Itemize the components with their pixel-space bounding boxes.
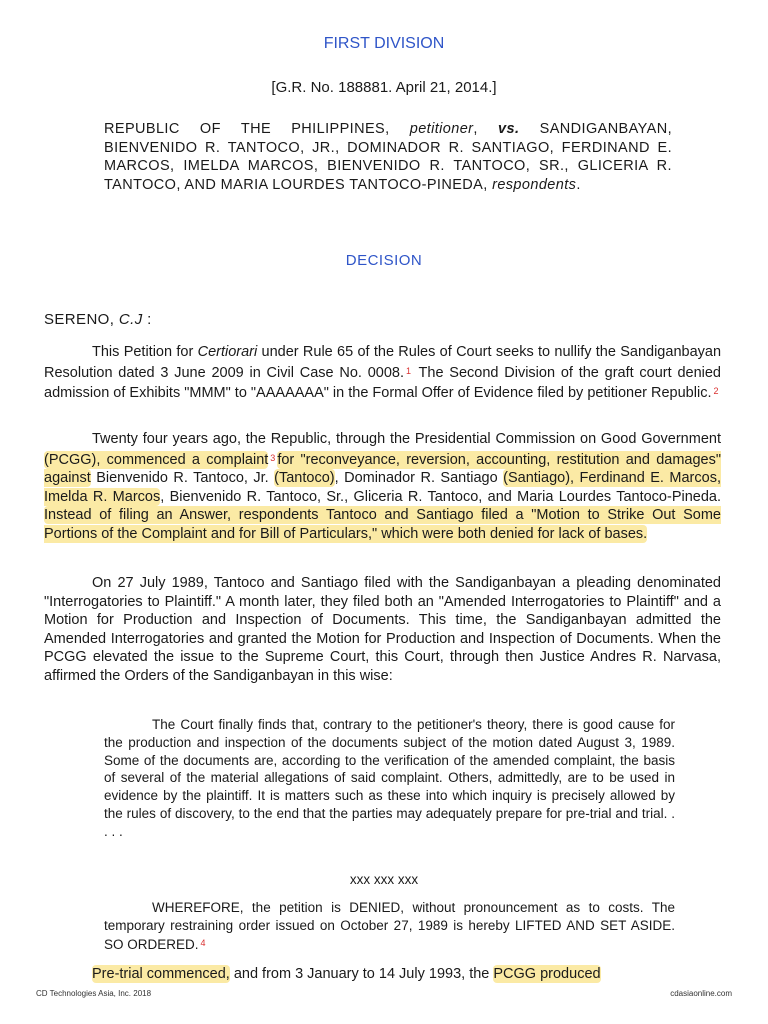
respondent-role: respondents: [492, 176, 577, 193]
p1-certiorari: Certiorari: [197, 344, 258, 360]
p1-text-a: This Petition for: [92, 344, 198, 360]
petitioner-role: petitioner: [409, 121, 474, 137]
p2-highlight-5: Instead of filing an Answer, respondents Tantoco and Santiago filed a "Motion to Strike Out Some Portions of the Complaint and for Bill of Particulars," which were both denied for lack of bases.: [44, 507, 721, 542]
decision-title: DECISION: [345, 252, 423, 269]
p2-highlight-1: (PCGG), commenced a complaint: [44, 451, 269, 468]
quote-2: [104, 899, 675, 953]
ponente-title: C.J: [118, 311, 143, 328]
quote-1: The Court finally finds that, contrary to the petitioner's theory, there is good cause for the production and inspection of the documents subject of the motion dated August 3, 1989. Some of the documents are, according to the verification of the amended complaint, the basis of several of the material allegations of said complaint. Others, admittedly, are to be used in evidence by the plaintiff. It is matters such as these into which inquiry is precisely allowed by the rules of discovery, to the end that the parties may adequately prepare for pre-trial and trial. . . . .: [104, 717, 675, 839]
footnote-link-2[interactable]: 2: [713, 386, 719, 396]
p1-text-d: The Second Division of the graft court denied admission of Exhibits "MMM" to "AAAAAAA" in the Formal Offer of Evidence filed by petitioner Republic.: [44, 364, 721, 401]
p2-text-d: , Bienvenido R. Tantoco, Sr., Gliceria R. Tantoco, and Maria Lourdes Tantoco-Pineda.: [160, 488, 721, 505]
p2-highlight-2: for "reconveyance, reversion, accounting, restitution and damages" against: [44, 451, 721, 486]
paragraph-4: [44, 965, 721, 984]
p2-highlight-3: (Tantoco): [274, 470, 335, 486]
p2-highlight-4: (Santiago), Ferdinand E. Marcos, Imelda R. Marcos: [44, 470, 721, 505]
paragraph-1: [44, 343, 721, 403]
respondent-names: SANDIGANBAYAN, BIENVENIDO R. TANTOCO, JR., DOMINADOR R. SANTIAGO, FERDINAND E. MARCOS, IMELDA MARCOS, BIENVENIDO R. TANTOCO, SR., GLICERIA R. TANTOCO, AND MARIA LOURDES TANTOCO-PINEDA,: [104, 121, 672, 193]
parties-block: REPUBLIC OF THE PHILIPPINES, petitioner, vs. SANDIGANBAYAN, BIENVENIDO R. TANTOCO, JR., DOMINADOR R. SANTIAGO, FERDINAND E. MARCOS, IMELDA MARCOS, BIENVENIDO R. TANTOCO, SR., GLICERIA R. TANTOCO, AND MARIA LOURDES TANTOCO-PINEDA, respondents.: [104, 121, 672, 193]
paragraph-3: On 27 July 1989, Tantoco and Santiago filed with the Sandiganbayan a pleading denominated "Interrogatories to Plaintiff." A month later, they filed both an "Amended Interrogatories to Plaintiff" and a Motion for Production and Inspection of Documents. This time, the Sandiganbayan admitted the Amended Interrogatories and granted the Motion for Production and Inspection of Documents. When the PCGG elevated the issue to the Supreme Court, this Court, through then Justice Andres R. Narvasa, affirmed the Orders of the Sandiganbayan in this wise:: [44, 575, 721, 684]
p2-text-c: , Dominador R. Santiago: [334, 470, 504, 486]
footer-copyright: CD Technologies Asia, Inc. 2018: [36, 989, 152, 998]
paragraph-2: [44, 430, 721, 543]
footer-site: cdasiaonline.com: [670, 989, 732, 998]
p4-text-a: and from 3 January to 14 July 1993, the: [229, 966, 494, 982]
ponente-colon: :: [142, 311, 152, 328]
petitioner-name: REPUBLIC OF THE PHILIPPINES,: [104, 121, 390, 137]
p2-text-a: Twenty four years ago, the Republic, through the Presidential Commission on Good Government: [92, 431, 721, 447]
separator: xxx xxx xxx: [349, 872, 419, 887]
p4-highlight-2: PCGG produced: [493, 966, 601, 982]
p1-text-c: under Rule 65 of the Rules of Court seeks to nullify the Sandiganbayan Resolution dated 3 June 2009 in Civil Case No. 0008.: [44, 344, 722, 381]
ponente-name: SERENO,: [44, 311, 115, 328]
p2-text-b: Bienvenido R. Tantoco, Jr.: [90, 470, 275, 486]
ponente: [44, 311, 152, 328]
footnote-link-4[interactable]: 4: [200, 937, 206, 948]
p4-highlight-1: Pre-trial commenced,: [92, 966, 230, 982]
case-number: [G.R. No. 188881. April 21, 2014.]: [271, 79, 497, 96]
quote-2-text: WHEREFORE, the petition is DENIED, without pronouncement as to costs. The temporary restraining order issued on October 27, 1989 is hereby LIFTED AND SET ASIDE. SO ORDERED.: [104, 900, 675, 952]
footnote-link-3[interactable]: 3: [270, 452, 276, 463]
division-heading: FIRST DIVISION: [323, 35, 445, 52]
versus: vs.: [498, 121, 520, 137]
footnote-link-1[interactable]: 1: [406, 365, 412, 376]
